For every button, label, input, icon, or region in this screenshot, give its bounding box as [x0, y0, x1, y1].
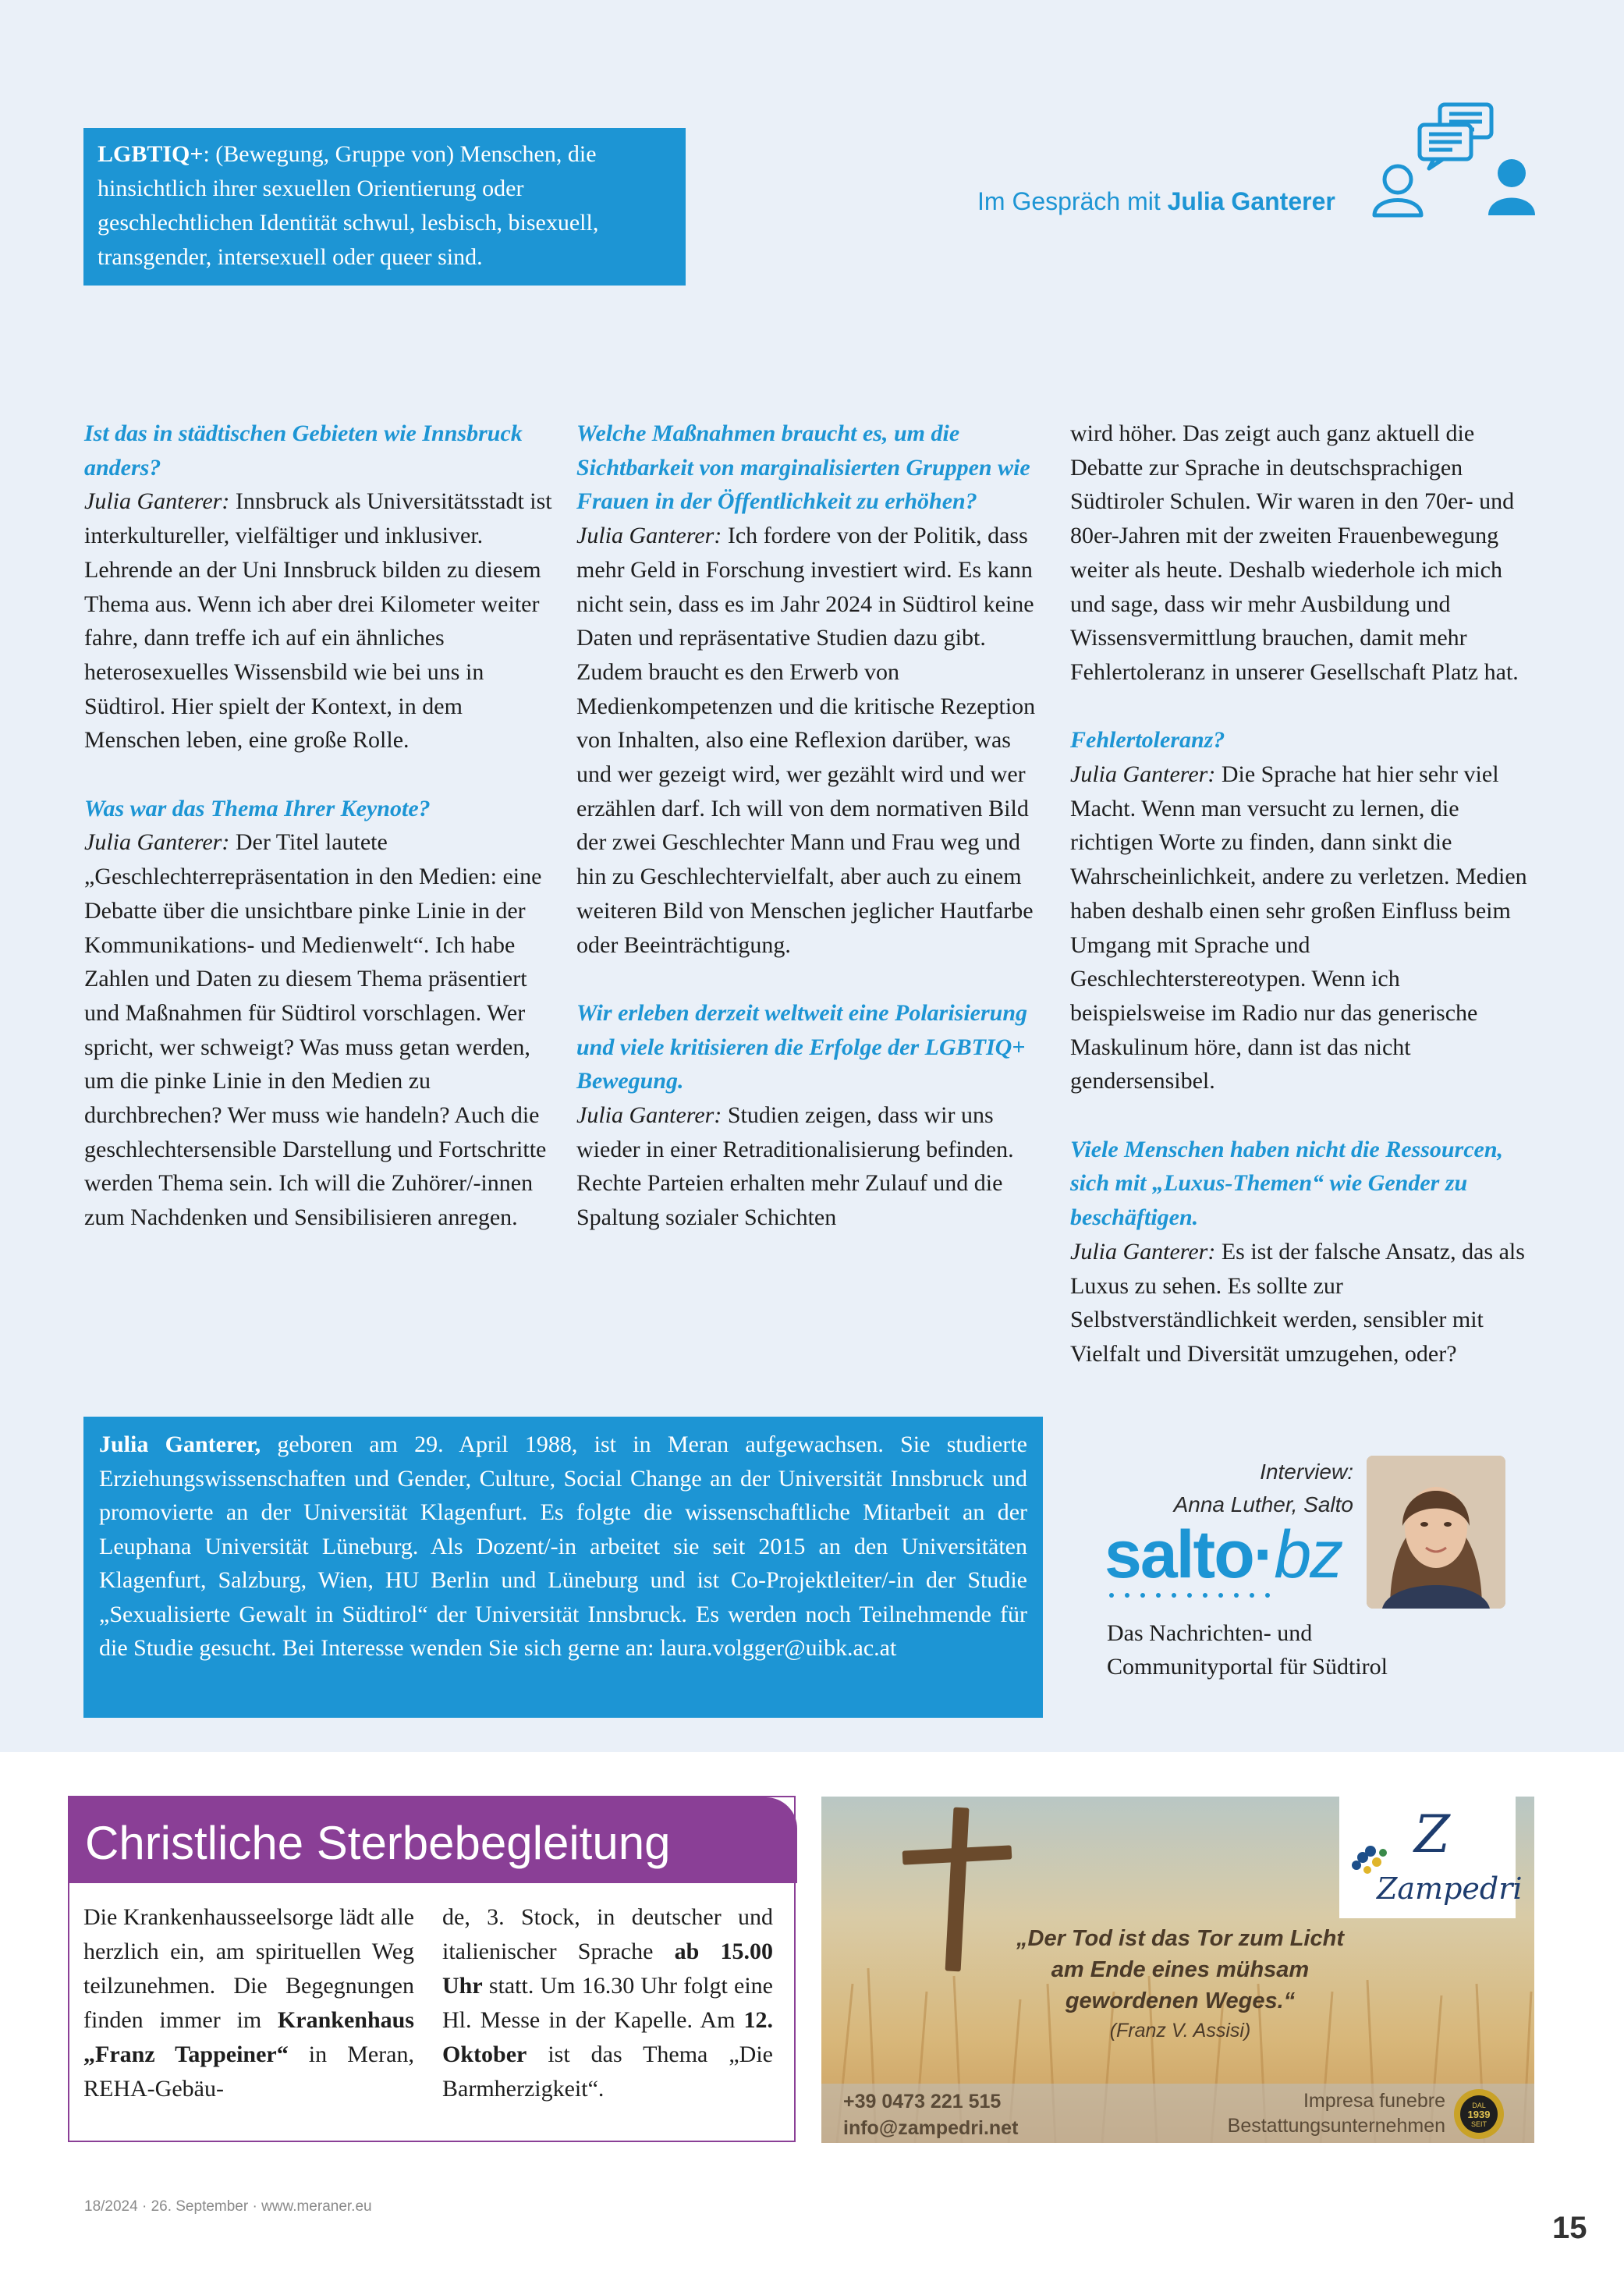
header-name: Julia Ganterer: [1167, 187, 1335, 215]
svg-text:DAL: DAL: [1472, 2102, 1486, 2109]
speaker: Julia Ganterer:: [84, 829, 230, 856]
zampedri-logo: [1339, 1797, 1523, 1918]
definition-box: [83, 128, 686, 286]
qa-block: [1070, 723, 1538, 1098]
bio-box: [83, 1417, 1043, 1718]
question: Was war das Thema Ihrer Keynote?: [84, 795, 431, 821]
salto-logo: salto·bz: [1105, 1517, 1342, 1592]
header-prefix: Im Gespräch mit: [977, 187, 1168, 215]
speaker: Julia Ganterer:: [576, 523, 722, 549]
answer: wird höher. Das zeigt auch ganz aktuell die Debatte zur Sprache in deutschsprachigen Südtiroler Schulen. Wir waren in den 70er- und 80er-Jahren mit der zweiten Frauenbewegung weiter als heute. Deshalb wiederhole ich mich und sage, dass wir mehr Ausbildung und Wissensvermittlung brauchen, damit mehr Fehlertoleranz in unserer Gesellschaft Platz hat.: [1070, 420, 1519, 685]
interview-label: Interview:: [1260, 1460, 1353, 1484]
answer: Innsbruck als Universitätsstadt ist interkultureller, vielfältiger und inklusiver. Lehrende an der Uni Innsbruck bilden zu diesem Thema aus. Wenn ich aber drei Kilometer weiter fahre, dann treffe ich auf ein ähnliches heterosexuelles Wissensbild wie bei uns in Südtirol. Hier spielt der Kontext, in dem Menschen leben, eine große Rolle.: [84, 488, 552, 754]
question: Wir erleben derzeit weltweit eine Polarisierung und viele kritisieren die Erfolge der LGBTIQ+ Bewegung.: [576, 999, 1028, 1094]
question: Fehlertoleranz?: [1070, 727, 1225, 754]
answer: Studien zeigen, dass wir uns wieder in einer Retraditionalisierung befinden. Rechte Parteien erhalten mehr Zulauf und die Spaltung sozialer Schichten: [576, 1102, 1014, 1231]
conversation-icon: [1371, 101, 1538, 218]
bio-name: Julia Ganterer,: [99, 1431, 261, 1457]
answer: Es ist der falsche Ansatz, das als Luxus zu sehen. Es sollte zur Selbstverständlichkeit werden, sensibler mit Vielfalt und Diversität umzugehen, oder?: [1070, 1238, 1525, 1367]
speaker: Julia Ganterer:: [576, 1102, 722, 1129]
interview-credit: [1154, 1456, 1353, 1521]
svg-text:SEIT: SEIT: [1470, 2120, 1487, 2128]
ad-contact: [843, 2088, 1018, 2141]
qa-block: [1070, 1133, 1538, 1371]
seal-icon: [1452, 2087, 1506, 2141]
svg-text:1939: 1939: [1467, 2109, 1491, 2120]
article-column-2: [576, 417, 1044, 1269]
speaker: Julia Ganterer:: [1070, 1238, 1216, 1265]
answer: Ich fordere von der Politik, dass mehr Geld in Forschung investiert wird. Es kann nicht sein, dass es im Jahr 2024 in Südtirol keine Daten und repräsentative Studien dazu gibt. Zudem braucht es den Erwerb von Medienkompetenzen und die kritische Rezeption von Inhalten, also eine Reflexion darüber, was und wer gezeigt wird, wer gezählt wird und wer erzählen darf. Ich will von dem normativen Bild der zwei Geschlechter Mann und Frau weg und hin zu Geschlechtervielfalt, aber auch zu einem weiteren Bild von Menschen jeglicher Hautfarbe oder Beeinträchtigung.: [576, 523, 1036, 958]
zampedri-brand: Zampedri: [1377, 1871, 1523, 1906]
ad-company: Impresa funebre Bestattungsunternehmen: [1227, 2090, 1445, 2137]
article-column-3: [1070, 417, 1538, 1405]
ad-sterbebegleitung: [68, 1796, 796, 2142]
speaker: Julia Ganterer:: [1070, 761, 1216, 788]
ad-quote-author: (Franz V. Assisi): [1109, 2020, 1251, 2042]
answer: Der Titel lautete „Geschlechterrepräsentation in den Medien: eine Debatte über die unsichtbare pinke Linie in der Kommunikations- und Medienwelt“. Ich habe Zahlen und Daten zu diesem Thema präsentiert und Maßnahmen für Südtirol vorschlagen. Wer spricht, wer schweigt? Was muss getan werden, um die pinke Linie in den Medien zu durchbrechen? Wer muss wie handeln? Auch die geschlechtersensible Darstellung und Fortschritte werden Thema sein. Ich will die Zuhörer/-innen zum Nachdenken und Sensibilisieren anregen.: [84, 829, 547, 1231]
answer: Die Sprache hat hier sehr viel Macht. Wenn man versucht zu lernen, die richtigen Worte zu finden, dann sinkt die Wahrscheinlichkeit, andere zu verletzen. Medien haben deshalb einen sehr großen Einfluss beim Umgang mit Sprache und Geschlechterstereotypen. Wenn ich beispielsweise im Radio nur das generische Maskulinum höre, dann ist das nicht gendersensibel.: [1070, 761, 1527, 1094]
salto-tagline: Das Nachrichten- und Communityportal für Südtirol: [1107, 1620, 1388, 1680]
qa-block: [84, 417, 552, 757]
qa-block: [576, 417, 1044, 962]
ad-text-column-1: Die Krankenhausseelsorge lädt alle herzlich ein, am spirituellen Weg teilzunehmen. Die Begegnungen finden immer im Krankenhaus „Franz Tappeiner“ in Meran, REHA-Gebäu-: [83, 1904, 414, 2102]
definition-text: : (Bewegung, Gruppe von) Menschen, die hinsichtlich ihrer sexuellen Orientierung oder geschlechtlichen Identität schwul, lesbisch, bisexuell, transgender, intersexuell oder queer sind.: [98, 141, 599, 270]
qa-block: [84, 792, 552, 1235]
bio-text: geboren am 29. April 1988, ist in Meran aufgewachsen. Sie studierte Erziehungswissenschaften und Gender, Culture, Social Change an der Universität Innsbruck und promovierte an der Universität Klagenfurt. Es folgte die wissenschaftliche Mitarbeit an der Leuphana Universität Lüneburg. Als Dozent/-in arbeitet sie seit 2015 an den Universitäten Klagenfurt, Salzburg, Wien, HU Berlin und Lüneburg und ist Co-Projektleiter/-in der Studie „Sexualisierte Gewalt in Südtirol“ der Universität Innsbruck. Es werden noch Teilnehmende für die Studie gesucht. Bei Interesse wenden Sie sich gerne an: laura.volgger@uibk.ac.at: [99, 1431, 1027, 1661]
interview-author: Anna Luther, Salto: [1173, 1492, 1353, 1517]
question: Viele Menschen haben nicht die Ressourcen, sich mit „Luxus-Themen“ wie Gender zu beschäftigen.: [1070, 1136, 1504, 1231]
interview-header: [977, 187, 1335, 216]
qa-block: [576, 996, 1044, 1235]
answer-continued: [1070, 417, 1538, 690]
article-column-1: [84, 417, 552, 1269]
ad-quote: „Der Tod ist das Tor zum Licht am Ende eines mühsam gewordenen Weges.“: [1016, 1926, 1344, 2013]
zampedri-initial: Z: [1414, 1804, 1450, 1864]
ad-title: Christliche Sterbebegleitung: [85, 1817, 671, 1869]
ad-phone: +39 0473 221 515: [843, 2091, 1002, 2112]
definition-term: LGBTIQ+: [98, 141, 204, 167]
page-footer: 18/2024 · 26. September · www.meraner.eu: [84, 2198, 372, 2215]
speaker: Julia Ganterer:: [84, 488, 230, 515]
question: Welche Maßnahmen braucht es, um die Sichtbarkeit von marginalisierten Gruppen wie Frauen in der Öffentlichkeit zu erhöhen?: [576, 420, 1030, 515]
portrait-photo: [1367, 1456, 1505, 1609]
ad-email: info@zampedri.net: [843, 2117, 1019, 2139]
ad-text-column-2: de, 3. Stock, in deutscher und italienischer Sprache ab 15.00 Uhr statt. Um 16.30 Uhr folgt eine Hl. Messe in der Kapelle. Am 12. Oktober ist das Thema „Die Barmherzigkeit“.: [442, 1904, 773, 2102]
ad-zampedri: [821, 1797, 1534, 2143]
salto-logo-dots: [1108, 1591, 1365, 1599]
question: Ist das in städtischen Gebieten wie Innsbruck anders?: [84, 420, 523, 481]
page-number: 15: [1552, 2211, 1587, 2245]
ad-title-bar: [69, 1797, 797, 1883]
